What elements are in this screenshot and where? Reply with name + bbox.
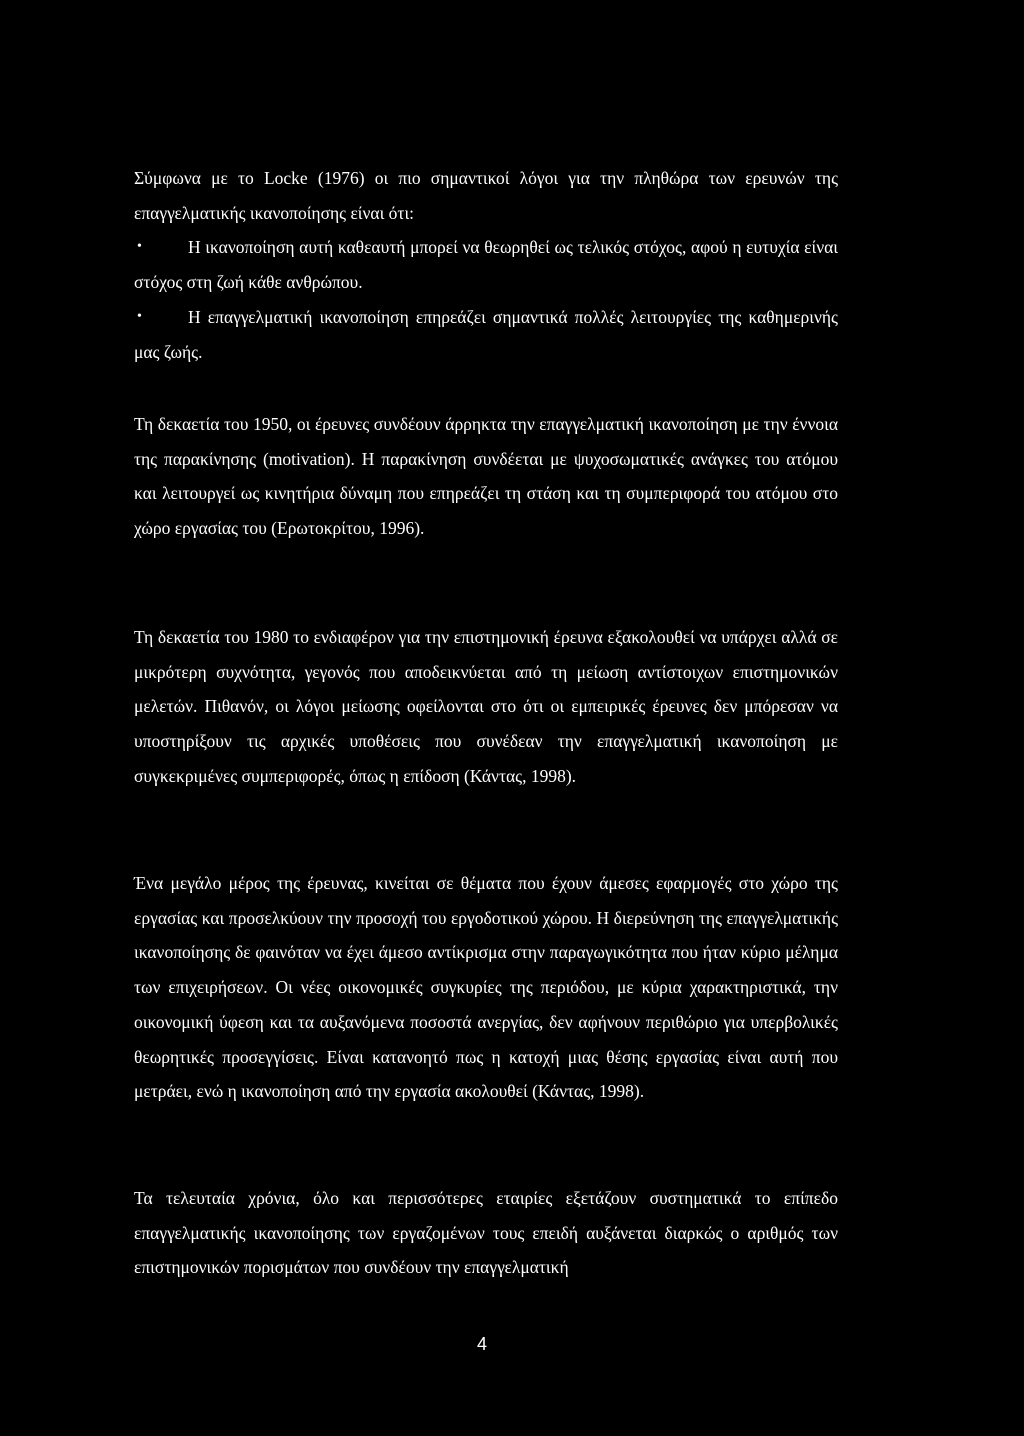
bullet-item-2 [134, 300, 838, 369]
bullet-text-1: Η ικανοποίηση αυτή καθεαυτή μπορεί να θεωρηθεί ως τελικός στόχος, αφού η ευτυχία είναι στόχος στη ζωή κάθε ανθρώπου. [134, 237, 838, 293]
bullet-icon: • [137, 239, 142, 255]
intro-line: Σύμφωνα με το Locke (1976) οι πιο σημαντικοί λόγοι για την πληθώρα των ερευνών της επαγγελματικής ικανοποίησης είναι ότι: [134, 168, 838, 223]
paragraph-2: Τη δεκαετία του 1980 το ενδιαφέρον για την επιστημονική έρευνα εξακολουθεί να υπάρχει αλλά σε μικρότερη συχνότητα, γεγονός που αποδεικνύεται από τη μείωση αντίστοιχων επιστημονικών μελετών. Πιθανόν, οι λόγοι μείωσης οφείλονται στο ότι οι εμπειρικές έρευνες δεν μπόρεσαν να υποστηρίξουν τις αρχικές υποθέσεις που συνέδεαν την επαγγελματική ικανοποίηση με συγκεκριμένες συμπεριφορές, όπως η επίδοση (Κάντας, 1998). [134, 627, 838, 786]
intro-section [134, 161, 838, 369]
page-number: 4 [476, 1334, 487, 1354]
bullet-text-2: Η επαγγελματική ικανοποίηση επηρεάζει σημαντικά πολλές λειτουργίες της καθημερινής μας ζωής. [134, 306, 838, 362]
paragraph-3: Ένα μεγάλο μέρος της έρευνας, κινείται σε θέματα που έχουν άμεσες εφαρμογές στο χώρο της εργασίας και προσελκύουν την προσοχή του εργοδοτικού χώρου. Η διερεύνηση της επαγγελματικής ικανοποίησης δε φαινόταν να έχει άμεσο αντίκρισμα στην παραγωγικότητα που ήταν κύριο μέλημα των επιχειρήσεων. Οι νέες οικονομικές συγκυρίες της περιόδου, με κύρια χαρακτηριστικά, την οικονομική ύφεση και τα αυξανόμενα ποσοστά ανεργίας, δεν αφήνουν περιθώριο για υπερβολικές θεωρητικές προσεγγίσεις. Είναι κατανοητό πως η κατοχή μιας θέσης εργασίας είναι αυτή που μετράει, ενώ η ικανοποίηση από την εργασία ακολουθεί (Κάντας, 1998). [134, 873, 838, 1102]
paragraph-1: Τη δεκαετία του 1950, οι έρευνες συνδέουν άρρηκτα την επαγγελματική ικανοποίηση με την έννοια της παρακίνησης (motivation). Η παρακίνηση συνδέεται με ψυχοσωματικές ανάγκες του ατόμου και λειτουργεί ως κινητήρια δύναμη που επηρεάζει τη στάση και τη συμπεριφορά του ατόμου στο χώρο εργασίας του (Ερωτοκρίτου, 1996). [134, 414, 838, 539]
bullet-icon: • [137, 308, 142, 324]
bullet-item-1 [134, 230, 838, 299]
paragraph-4: Τα τελευταία χρόνια, όλο και περισσότερες εταιρίες εξετάζουν συστηματικά το επίπεδο επαγγελματικής ικανοποίησης των εργαζομένων τους επειδή αυξάνεται διαρκώς ο αριθμός των επιστημονικών πορισμάτων που συνδέουν την επαγγελματική [134, 1188, 838, 1278]
